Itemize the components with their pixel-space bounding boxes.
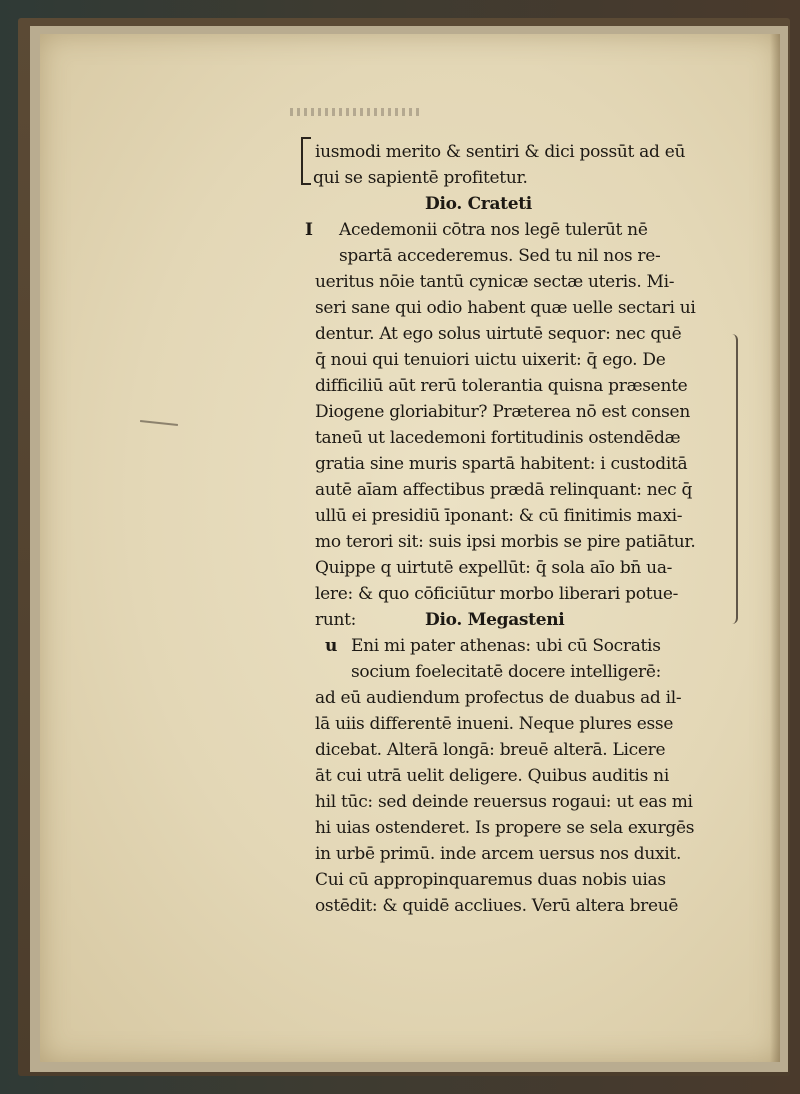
text-line: in urbē primū. inde arcem uersus nos duxit. bbox=[315, 844, 682, 864]
text-line: Diogene gloriabitur? Præterea nō est consen bbox=[315, 402, 690, 422]
guide-letter: I bbox=[305, 220, 313, 240]
text-line: Acedemonii cōtra nos legē tulerūt nē bbox=[339, 220, 648, 240]
bleed-through-marks bbox=[290, 108, 420, 116]
text-line: hil tūc: sed deinde reuersus rogaui: ut eas mi bbox=[315, 792, 693, 812]
text-line: taneū ut lacedemoni fortitudinis ostendēdæ bbox=[315, 428, 681, 448]
book-page bbox=[40, 34, 780, 1062]
section-heading: Dio. Crateti bbox=[425, 194, 532, 214]
text-line: runt: bbox=[315, 610, 357, 630]
margin-bracket-left bbox=[301, 137, 311, 185]
text-line: ad eū audiendum profectus de duabus ad il- bbox=[315, 688, 682, 708]
text-line: autē aīam affectibus prædā relinquant: nec q̄ bbox=[315, 480, 693, 500]
text-line: hi uias ostenderet. Is propere se sela exurgēs bbox=[315, 818, 695, 838]
text-line: difficiliū aūt rerū tolerantia quisna præsente bbox=[315, 376, 688, 396]
text-line: qui se sapientē profitetur. bbox=[313, 168, 528, 188]
text-line: gratia sine muris spartā habitent: i custoditā bbox=[315, 454, 688, 474]
margin-bracket-right bbox=[730, 334, 738, 624]
text-line: q̄ noui qui tenuiori uictu uixerit: q̄ ego. De bbox=[315, 350, 666, 370]
text-line: ostēdit: & quidē accliues. Verū altera breuē bbox=[315, 896, 679, 916]
margin-annotation-mark bbox=[140, 420, 178, 426]
text-line: mo terori sit: suis ipsi morbis se pire patiātur. bbox=[315, 532, 696, 552]
page-edge-shadow bbox=[770, 34, 780, 1062]
text-line: iusmodi merito & sentiri & dici possūt ad eū bbox=[315, 142, 686, 162]
text-line: Cui cū appropinquaremus duas nobis uias bbox=[315, 870, 666, 890]
text-line: spartā accederemus. Sed tu nil nos re- bbox=[339, 246, 661, 266]
text-line: seri sane qui odio habent quæ uelle sectari ui bbox=[315, 298, 696, 318]
text-line: ueritus nōie tantū cynicæ sectæ uteris. Mi- bbox=[315, 272, 675, 292]
text-line: Quippe q uirtutē expellūt: q̄ sola aīo bn̄ ua- bbox=[315, 558, 673, 578]
section-heading: Dio. Megasteni bbox=[425, 610, 565, 630]
text-line: Eni mi pater athenas: ubi cū Socratis bbox=[351, 636, 661, 656]
text-line: lere: & quo cōficiūtur morbo liberari potue- bbox=[315, 584, 679, 604]
guide-letter: u bbox=[325, 636, 338, 656]
text-line: ullū ei presidiū īponant: & cū finitimis maxi- bbox=[315, 506, 683, 526]
text-line: lā uiis differentē inueni. Neque plures esse bbox=[315, 714, 674, 734]
text-line: dicebat. Alterā longā: breuē alterā. Licere bbox=[315, 740, 666, 760]
text-line: socium foelecitatē docere intelligerē: bbox=[351, 662, 662, 682]
text-line: dentur. At ego solus uirtutē sequor: nec quē bbox=[315, 324, 682, 344]
text-line: āt cui utrā uelit deligere. Quibus auditis ni bbox=[315, 766, 669, 786]
